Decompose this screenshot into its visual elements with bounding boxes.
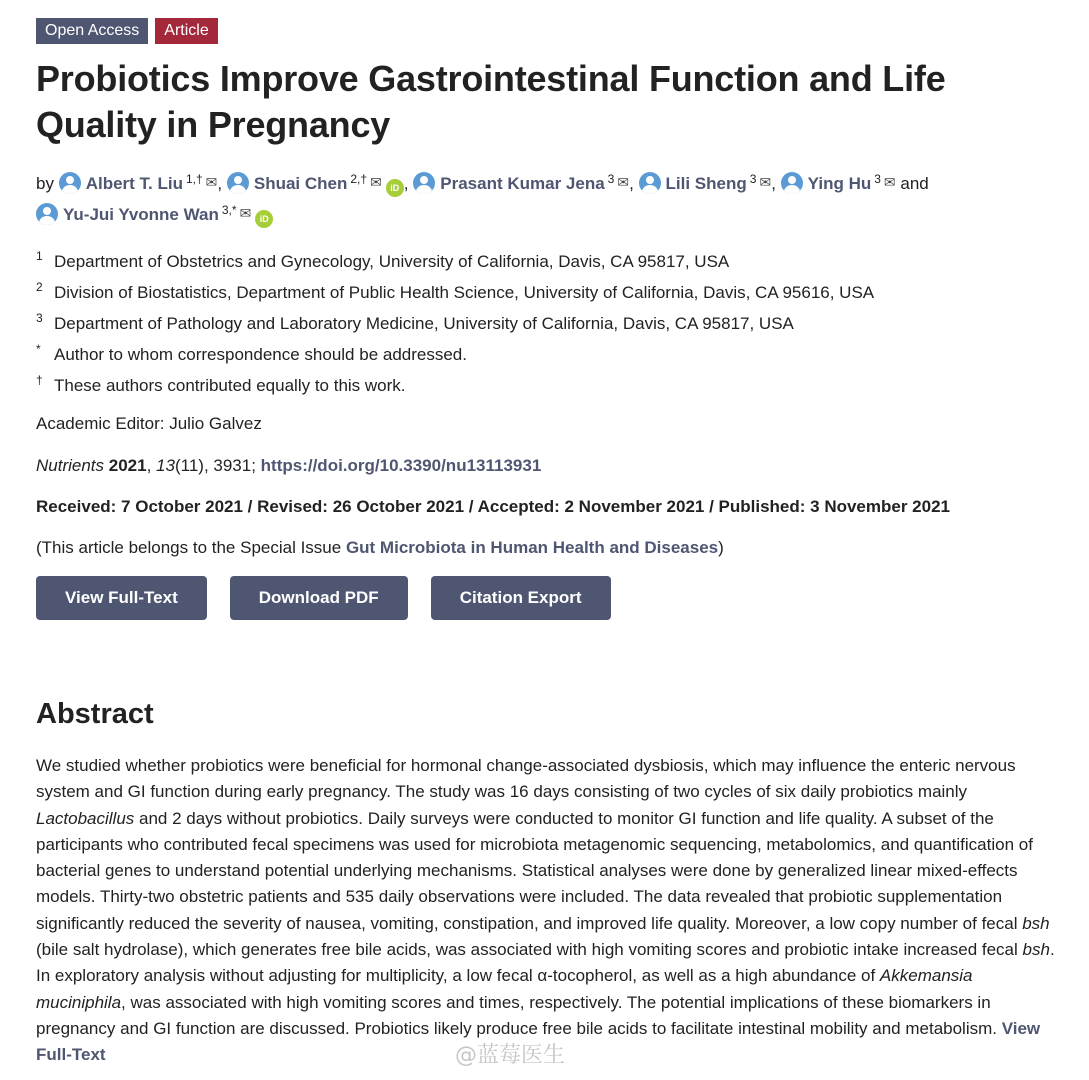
abstract-text: We studied whether probiotics were beneficial for hormonal change-associated dysbiosis, which may influence the enteric nervous system and GI function during early pregnancy. The study was 16 days consisting of two cycles of six daily probiotics mainly Lactobacillus and 2 days without probiotics. Daily surveys were conducted to monitor GI function and life quality. A subset of the participants who contributed fecal specimens was used for microbiota metagenomic sequencing, metabolomics, and quantification of bacterial genes to understand potential underlying mechanisms. Statistical analyses were done by generalized linear mixed-effects models. Thirty-two obstetric patients and 535 daily observations were included. The data revealed that probiotic supplementation significantly reduced the severity of nausea, vomiting, constipation, and improved life quality. Moreover, a low copy number of fecal bsh (bile salt hydrolase), which generates free bile acids, was associated with high vomiting scores and probiotic intake increased fecal bsh. In exploratory analysis without adjusting for multiplicity, a low fecal α-tocopherol, as well as a high abundance of Akkemansia muciniphila, was associated with high vomiting scores and times, respectively. The potential implications of these biomarkers in pregnancy and GI function are discussed. Probiotics likely produce free bile acids to facilitate intestinal mobility and metabolism. View Full-Text <box>36 756 1055 1065</box>
publication-dates: Received: 7 October 2021 / Revised: 26 October 2021 / Accepted: 2 November 2021 / Published: 3 November 2021 <box>36 497 950 516</box>
affiliation-item: † These authors contributed equally to this work. <box>36 373 406 395</box>
author-prasant-jena[interactable]: Prasant Kumar Jena $^3$ ✉ <box>413 174 629 193</box>
article-type-badge: Article <box>155 18 217 44</box>
article-title: Probiotics Improve Gastrointestinal Function and Life Quality in Pregnancy <box>36 58 946 145</box>
author-yu-jui-wan[interactable]: Yu-Jui Yvonne Wan $^{3,*}$ ✉ iD <box>36 205 273 224</box>
affiliation-item: 2 Division of Biostatistics, Department of Public Health Science, University of California, Davis, CA 95616, USA <box>36 280 875 302</box>
person-icon <box>227 172 249 194</box>
email-icon[interactable]: ✉ <box>205 174 218 190</box>
person-icon <box>36 203 58 225</box>
citation-year: 2021 <box>108 456 147 475</box>
author-lili-sheng[interactable]: Lili Sheng $^3$ ✉ <box>639 174 772 193</box>
affiliation-item: * Author to whom correspondence should be addressed. <box>36 342 467 364</box>
affiliation-item: 3 Department of Pathology and Laboratory Medicine, University of California, Davis, CA 95817, USA <box>36 311 794 333</box>
action-buttons <box>36 576 611 620</box>
view-full-text-button[interactable]: View Full-Text <box>36 576 207 620</box>
academic-editor: Academic Editor: Julio Galvez <box>36 414 262 433</box>
doi-link[interactable]: https://doi.org/10.3390/nu13113931 <box>260 456 542 475</box>
journal-name: Nutrients <box>36 456 105 475</box>
person-icon <box>781 172 803 194</box>
by-label: by <box>36 174 54 193</box>
email-icon[interactable]: ✉ <box>617 174 630 190</box>
view-full-text-link[interactable]: View Full-Text <box>36 1018 1041 1065</box>
citation-issue-pages: (11), 3931; <box>174 456 261 475</box>
open-access-badge: Open Access <box>36 18 148 44</box>
affiliation-item: 1 Department of Obstetrics and Gynecology, University of California, Davis, CA 95817, USA <box>36 249 730 271</box>
and-label: and <box>900 174 929 193</box>
person-icon <box>413 172 435 194</box>
citation-export-button[interactable]: Citation Export <box>431 576 611 620</box>
email-icon[interactable]: ✉ <box>883 174 896 190</box>
email-icon[interactable]: ✉ <box>239 205 252 221</box>
badge-row <box>36 18 1056 44</box>
person-icon <box>639 172 661 194</box>
watermark: @蓝莓医生 <box>455 1043 566 1068</box>
affiliations <box>36 246 1056 401</box>
author-list: by Albert T. Liu $^{1,\dagger}$ ✉, Shuai Chen $^{2,\dagger}$ ✉ iD , Prasant Kumar Jena $^3$ ✉, Lili Sheng $^3$ ✉, Ying Hu $^3$ ✉ and Yu-Jui Yvonne Wan $^{3,*}$ ✉ iD <box>36 166 1056 228</box>
email-icon[interactable]: ✉ <box>370 174 382 190</box>
orcid-icon[interactable]: iD <box>386 179 404 197</box>
person-icon <box>59 172 81 194</box>
citation-line: Nutrients 2021, 13(11), 3931; https://doi.org/10.3390/nu13113931 <box>36 456 542 475</box>
citation-volume: 13 <box>156 456 175 475</box>
abstract-heading: Abstract <box>36 698 154 730</box>
email-icon[interactable]: ✉ <box>759 174 772 190</box>
orcid-icon[interactable]: iD <box>255 210 273 228</box>
author-shuai-chen[interactable]: Shuai Chen $^{2,\dagger}$ ✉ iD <box>227 174 404 193</box>
author-albert-liu[interactable]: Albert T. Liu $^{1,\dagger}$ ✉ <box>59 174 218 193</box>
download-pdf-button[interactable]: Download PDF <box>230 576 408 620</box>
special-issue-line: (This article belongs to the Special Issue Gut Microbiota in Human Health and Diseases) <box>36 538 724 557</box>
author-ying-hu[interactable]: Ying Hu $^3$ ✉ <box>781 174 896 193</box>
special-issue-link[interactable]: Gut Microbiota in Human Health and Diseases <box>345 538 719 557</box>
